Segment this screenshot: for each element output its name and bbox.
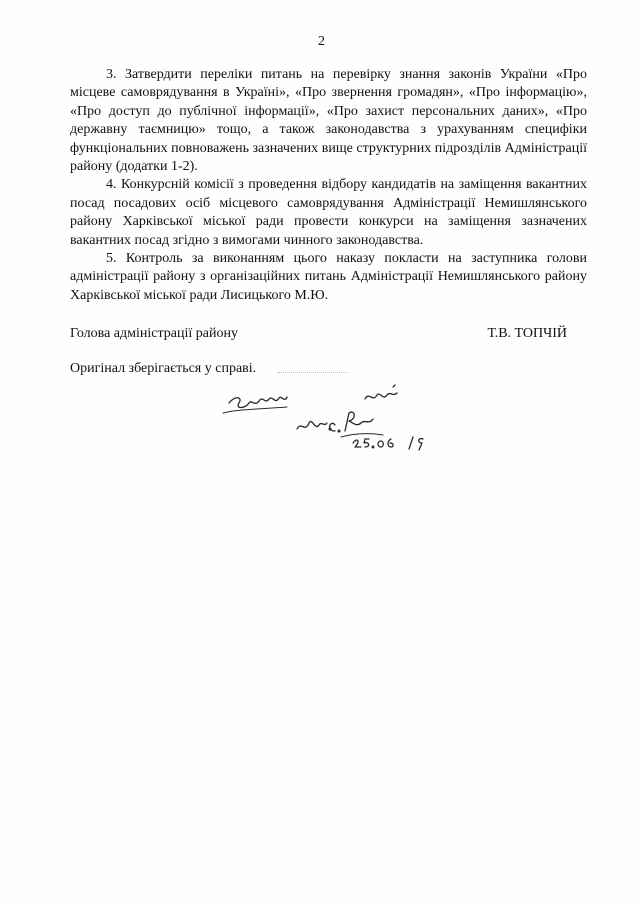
faint-dotted-line xyxy=(278,372,348,373)
handwritten-annotation xyxy=(215,383,435,455)
document-body xyxy=(70,66,587,305)
original-storage-note: Оригінал зберігається у справі. xyxy=(70,361,257,376)
page-number: 2 xyxy=(318,34,325,49)
paragraph-3: 3. Затвердити переліки питань на перевірку знання законів України «Про місцеве самоврядування в Україні», «Про звернення громадян», «Про інформацію», «Про доступ до публічної інформації», «Про захист персональних даних», «Про державну таємницю» тощо, а також законодавства з урахуванням специфіки функціональних повноважень зазначених вище структурних підрозділів Адміністрації району (додатки 1-2). xyxy=(70,67,587,175)
signatory-position: Голова адміністрації району xyxy=(70,326,238,341)
paragraph-5: 5. Контроль за виконанням цього наказу покласти на заступника голови адміністрації району з організаційних питань Адміністрації Немишлянського району Харківської міської ради Лисицького М.Ю. xyxy=(70,251,587,303)
signatory-name: Т.В. ТОПЧІЙ xyxy=(487,326,567,341)
paragraph-4: 4. Конкурсній комісії з проведення відбору кандидатів на заміщення вакантних посад посадових осіб місцевого самоврядування Адміністрації Немишлянського району Харківської міської ради провести конкурси на заміщення зазначених вакантних посад згідно з вимогами чинного законодавства. xyxy=(70,177,587,248)
